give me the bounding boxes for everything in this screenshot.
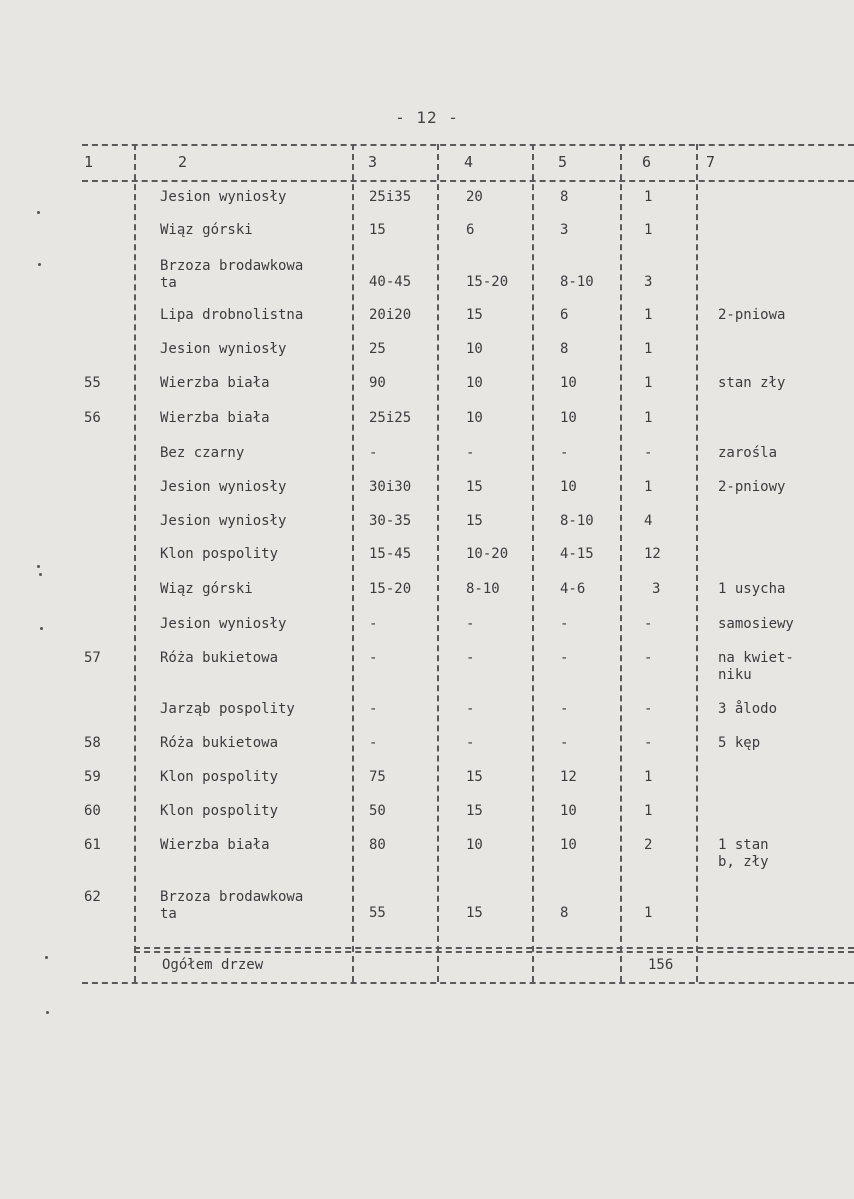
species-name: Wierzba biała	[160, 837, 270, 853]
col5-value: -	[560, 735, 569, 751]
col7-note: 1 usycha	[718, 581, 786, 597]
row-number: 61	[84, 837, 101, 853]
column-header-5: 5	[558, 153, 568, 171]
scan-speck	[37, 565, 40, 568]
col4-value: 15	[466, 479, 483, 495]
col-divider-3	[437, 144, 439, 982]
col3-value: 25	[369, 341, 386, 357]
col5-value: 6	[560, 307, 569, 323]
species-name: Jesion wyniosły	[160, 479, 287, 495]
species-name: Jesion wyniosły	[160, 513, 287, 529]
species-name: Wierzba biała	[160, 375, 270, 391]
col3-value: 25i25	[369, 410, 412, 426]
total-top-rule	[134, 947, 854, 949]
table-bottom-rule	[82, 982, 854, 984]
header-bottom-rule	[82, 180, 854, 182]
col4-value: 10	[466, 410, 483, 426]
col3-value: 40-45	[369, 274, 412, 290]
col3-value: 20i20	[369, 307, 412, 323]
page-number: - 12 -	[395, 108, 459, 127]
col5-value: 8	[560, 905, 569, 921]
species-name: Róża bukietowa	[160, 735, 279, 751]
col6-value: -	[644, 650, 653, 666]
species-name: Klon pospolity	[160, 546, 279, 562]
col5-value: 10	[560, 803, 577, 819]
col7-note: 5 kęp	[718, 735, 761, 751]
col5-value: 10	[560, 837, 577, 853]
species-name: Jesion wyniosły	[160, 189, 287, 205]
col6-value: 4	[644, 513, 653, 529]
col5-value: 4-6	[560, 581, 586, 597]
species-name: Klon pospolity	[160, 769, 279, 785]
total-value: 156	[648, 957, 674, 973]
species-name: Jarząb pospolity	[160, 701, 295, 717]
col7-note: 1 stan b, zły	[718, 837, 769, 870]
col5-value: 4-15	[560, 546, 594, 562]
col6-value: 1	[644, 307, 653, 323]
row-number: 55	[84, 375, 101, 391]
col5-value: -	[560, 650, 569, 666]
col7-note: zarośla	[718, 445, 778, 461]
col4-value: 10	[466, 341, 483, 357]
scan-speck	[46, 1011, 49, 1014]
row-number: 57	[84, 650, 101, 666]
col5-value: -	[560, 616, 569, 632]
species-name: Brzoza brodawkowa ta	[160, 258, 304, 291]
species-name: Brzoza brodawkowa ta	[160, 889, 304, 922]
col3-value: 25i35	[369, 189, 412, 205]
col7-note: samosiewy	[718, 616, 794, 632]
column-header-6: 6	[642, 153, 652, 171]
row-number: 58	[84, 735, 101, 751]
col-divider-4	[532, 144, 534, 982]
col4-value: -	[466, 445, 475, 461]
col4-value: 15	[466, 307, 483, 323]
column-header-2: 2	[178, 153, 188, 171]
column-header-7: 7	[706, 153, 716, 171]
col6-value: 1	[644, 769, 653, 785]
col4-value: -	[466, 616, 475, 632]
scan-speck	[38, 263, 41, 266]
col4-value: -	[466, 735, 475, 751]
col5-value: 8	[560, 341, 569, 357]
row-number: 56	[84, 410, 101, 426]
row-number: 62	[84, 889, 101, 905]
col6-value: 1	[644, 222, 653, 238]
species-name: Wiąz górski	[160, 581, 253, 597]
col6-value: 1	[644, 905, 653, 921]
col-divider-2	[352, 144, 354, 982]
col6-value: 1	[644, 479, 653, 495]
col4-value: 15	[466, 905, 483, 921]
col6-value: 1	[644, 341, 653, 357]
col3-value: 90	[369, 375, 386, 391]
species-name: Róża bukietowa	[160, 650, 279, 666]
col3-value: 75	[369, 769, 386, 785]
col7-note: 2-pniowa	[718, 307, 786, 323]
col-divider-5	[620, 144, 622, 982]
col3-value: -	[369, 650, 378, 666]
total-label: Ogółem drzew	[162, 957, 264, 973]
table-top-rule	[82, 144, 854, 146]
col5-value: 8-10	[560, 513, 594, 529]
col7-note: 2-pniowy	[718, 479, 786, 495]
col6-value: -	[644, 445, 653, 461]
col6-value: 2	[644, 837, 653, 853]
col4-value: 10	[466, 375, 483, 391]
col4-value: 8-10	[466, 581, 500, 597]
col3-value: -	[369, 735, 378, 751]
col7-note: na kwiet- niku	[718, 650, 794, 683]
col5-value: -	[560, 701, 569, 717]
col6-value: -	[644, 701, 653, 717]
row-number: 59	[84, 769, 101, 785]
total-top-rule-2	[134, 951, 854, 953]
species-name: Wiąz górski	[160, 222, 253, 238]
col5-value: 3	[560, 222, 569, 238]
col4-value: 20	[466, 189, 483, 205]
species-name: Wierzba biała	[160, 410, 270, 426]
col5-value: 10	[560, 375, 577, 391]
col3-value: 15-45	[369, 546, 412, 562]
col-divider-6	[696, 144, 698, 982]
col7-note: stan zły	[718, 375, 786, 391]
col5-value: 10	[560, 479, 577, 495]
col4-value: -	[466, 650, 475, 666]
scan-speck	[45, 956, 48, 959]
species-name: Lipa drobnolistna	[160, 307, 304, 323]
col4-value: -	[466, 701, 475, 717]
col4-value: 6	[466, 222, 475, 238]
col4-value: 10	[466, 837, 483, 853]
col3-value: 80	[369, 837, 386, 853]
col6-value: 12	[644, 546, 661, 562]
col3-value: 55	[369, 905, 386, 921]
col7-note: 3 ålodo	[718, 701, 778, 717]
col5-value: -	[560, 445, 569, 461]
scan-speck	[39, 573, 42, 576]
col3-value: -	[369, 616, 378, 632]
species-name: Jesion wyniosły	[160, 616, 287, 632]
col5-value: 12	[560, 769, 577, 785]
col4-value: 15	[466, 769, 483, 785]
species-name: Klon pospolity	[160, 803, 279, 819]
col6-value: -	[644, 735, 653, 751]
row-number: 60	[84, 803, 101, 819]
column-header-4: 4	[464, 153, 474, 171]
col3-value: -	[369, 445, 378, 461]
col4-value: 15	[466, 803, 483, 819]
col6-value: -	[644, 616, 653, 632]
col6-value: 3	[644, 274, 653, 290]
col4-value: 15	[466, 513, 483, 529]
col5-value: 8	[560, 189, 569, 205]
col6-value: 3	[652, 581, 661, 597]
species-name: Jesion wyniosły	[160, 341, 287, 357]
col3-value: 30i30	[369, 479, 412, 495]
species-name: Bez czarny	[160, 445, 245, 461]
tree-inventory-table	[82, 140, 854, 988]
column-header-1: 1	[84, 153, 94, 171]
scan-speck	[40, 627, 43, 630]
col6-value: 1	[644, 410, 653, 426]
col6-value: 1	[644, 375, 653, 391]
col3-value: 15	[369, 222, 386, 238]
col3-value: 30-35	[369, 513, 412, 529]
col6-value: 1	[644, 803, 653, 819]
col4-value: 15-20	[466, 274, 509, 290]
col3-value: 15-20	[369, 581, 412, 597]
column-header-3: 3	[368, 153, 378, 171]
col4-value: 10-20	[466, 546, 509, 562]
scan-speck	[37, 211, 40, 214]
col6-value: 1	[644, 189, 653, 205]
col5-value: 10	[560, 410, 577, 426]
col3-value: -	[369, 701, 378, 717]
col3-value: 50	[369, 803, 386, 819]
col5-value: 8-10	[560, 274, 594, 290]
col-divider-1	[134, 144, 136, 982]
